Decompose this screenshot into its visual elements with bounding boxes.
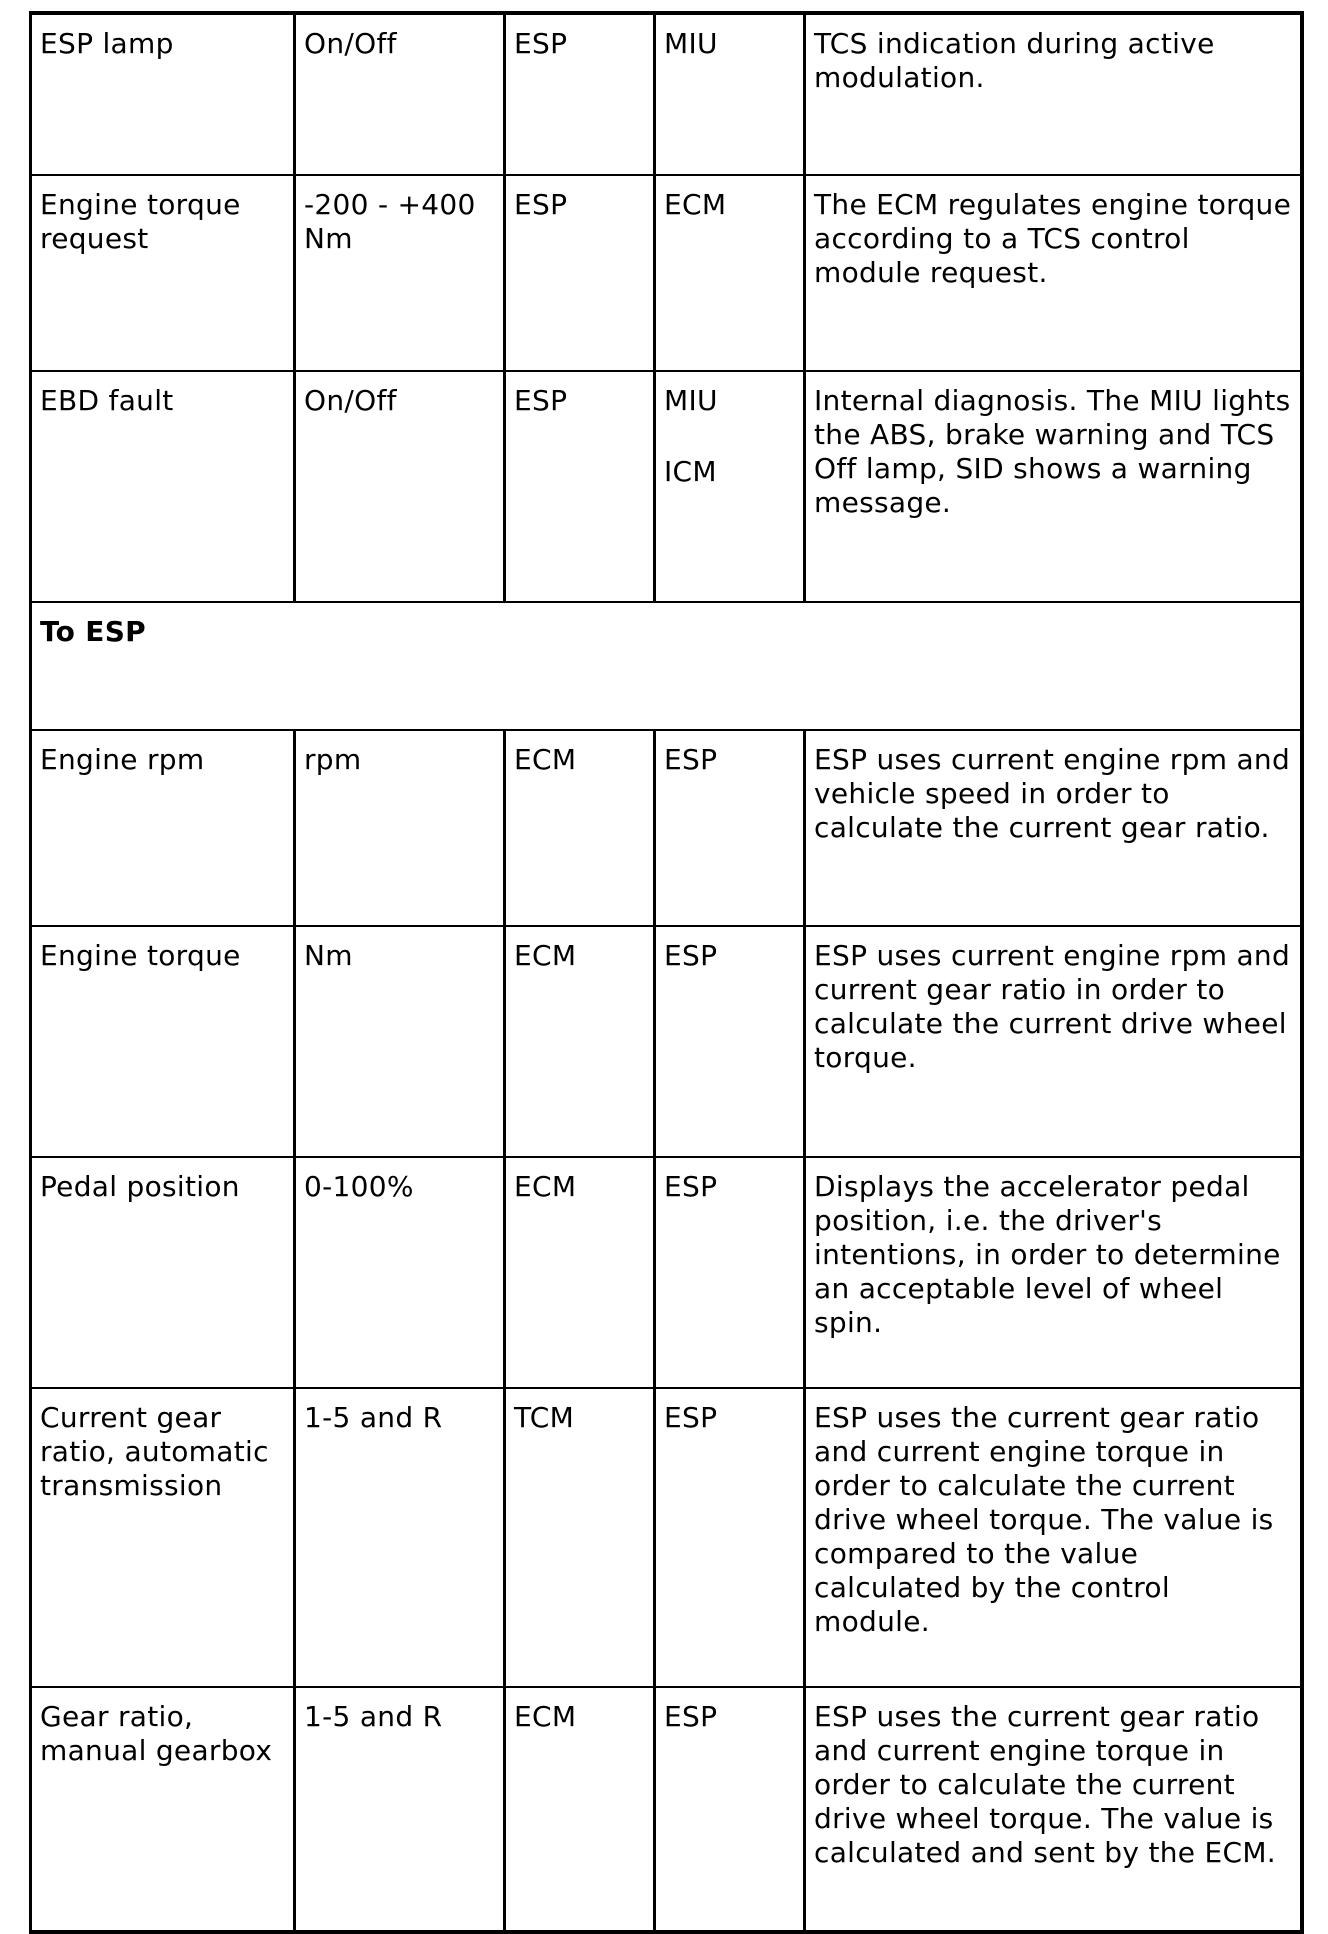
receiver-cell bbox=[655, 730, 805, 926]
signal-name-cell: Gear ratio, manual gearbox bbox=[31, 1687, 295, 1932]
receiver-module: ESP bbox=[664, 743, 718, 776]
signal-name-cell: Engine torque request bbox=[31, 175, 295, 371]
section-heading: To ESP bbox=[31, 602, 1302, 730]
signal-table bbox=[29, 11, 1304, 1934]
description-cell: ESP uses the current gear ratio and current engine torque in order to calculate the current drive wheel torque. The value is calculated and sent by the ECM. bbox=[805, 1687, 1302, 1932]
receiver-cell bbox=[655, 1157, 805, 1388]
receiver-module: MIU bbox=[664, 384, 718, 417]
sender-cell: ESP bbox=[505, 371, 655, 602]
value-range-cell: 0-100% bbox=[295, 1157, 505, 1388]
description-cell: ESP uses the current gear ratio and current engine torque in order to calculate the current drive wheel torque. The value is compared to the value calculated by the control module. bbox=[805, 1388, 1302, 1687]
signal-name-cell: Engine rpm bbox=[31, 730, 295, 926]
receiver-module: MIU bbox=[664, 27, 718, 60]
receiver-cell bbox=[655, 175, 805, 371]
table-row bbox=[31, 371, 1302, 602]
receiver-module: ECM bbox=[664, 188, 727, 221]
receiver-module: ICM bbox=[664, 455, 717, 488]
sender-cell: ECM bbox=[505, 926, 655, 1157]
sender-cell: ECM bbox=[505, 1687, 655, 1932]
signal-name-cell: EBD fault bbox=[31, 371, 295, 602]
table-row bbox=[31, 730, 1302, 926]
sender-cell: ESP bbox=[505, 175, 655, 371]
section-row bbox=[31, 602, 1302, 730]
description-cell: ESP uses current engine rpm and vehicle speed in order to calculate the current gear ratio. bbox=[805, 730, 1302, 926]
receiver-cell bbox=[655, 926, 805, 1157]
table-row bbox=[31, 926, 1302, 1157]
signal-name-cell: Engine torque bbox=[31, 926, 295, 1157]
receiver-cell bbox=[655, 1388, 805, 1687]
receiver-module: ESP bbox=[664, 1170, 718, 1203]
receiver-cell bbox=[655, 1687, 805, 1932]
description-cell: Internal diagnosis. The MIU lights the ABS, brake warning and TCS Off lamp, SID shows a warning message. bbox=[805, 371, 1302, 602]
signal-name-cell: Pedal position bbox=[31, 1157, 295, 1388]
description-cell: Displays the accelerator pedal position, i.e. the driver's intentions, in order to determine an acceptable level of wheel spin. bbox=[805, 1157, 1302, 1388]
receiver-module: ESP bbox=[664, 1700, 718, 1733]
receiver-module: ESP bbox=[664, 939, 718, 972]
description-cell: ESP uses current engine rpm and current gear ratio in order to calculate the current drive wheel torque. bbox=[805, 926, 1302, 1157]
table-row bbox=[31, 13, 1302, 175]
receiver-module: ESP bbox=[664, 1401, 718, 1434]
sender-cell: ESP bbox=[505, 13, 655, 175]
sender-cell: TCM bbox=[505, 1388, 655, 1687]
table-row bbox=[31, 1687, 1302, 1932]
signal-name-cell: ESP lamp bbox=[31, 13, 295, 175]
value-range-cell: 1-5 and R bbox=[295, 1687, 505, 1932]
table-row bbox=[31, 1157, 1302, 1388]
sender-cell: ECM bbox=[505, 1157, 655, 1388]
value-range-cell: On/Off bbox=[295, 371, 505, 602]
receiver-cell bbox=[655, 371, 805, 602]
receiver-cell bbox=[655, 13, 805, 175]
signal-name-cell: Current gear ratio, automatic transmission bbox=[31, 1388, 295, 1687]
value-range-cell: -200 - +400 Nm bbox=[295, 175, 505, 371]
signal-table-body bbox=[31, 13, 1302, 1932]
value-range-cell: rpm bbox=[295, 730, 505, 926]
table-row bbox=[31, 175, 1302, 371]
description-cell: The ECM regulates engine torque according to a TCS control module request. bbox=[805, 175, 1302, 371]
table-row bbox=[31, 1388, 1302, 1687]
value-range-cell: Nm bbox=[295, 926, 505, 1157]
value-range-cell: On/Off bbox=[295, 13, 505, 175]
value-range-cell: 1-5 and R bbox=[295, 1388, 505, 1687]
sender-cell: ECM bbox=[505, 730, 655, 926]
description-cell: TCS indication during active modulation. bbox=[805, 13, 1302, 175]
